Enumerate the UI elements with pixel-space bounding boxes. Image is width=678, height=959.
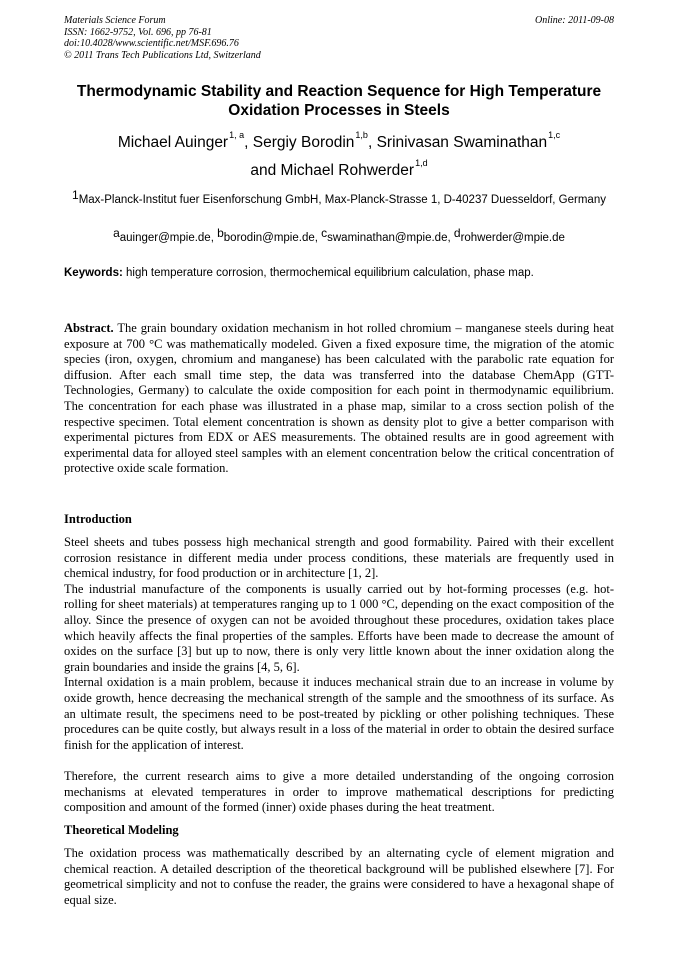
affiliation-text: Max-Planck-Institut fuer Eisenforschung GmbH, Max-Planck-Strasse 1, D-40237 Duesseldorf, Germany xyxy=(78,194,606,206)
abstract-label: Abstract. xyxy=(64,321,114,335)
online-date: Online: 2011-09-08 xyxy=(535,15,614,26)
email-sup: c xyxy=(321,226,328,240)
copyright-line: © 2011 Trans Tech Publications Ltd, Switzerland xyxy=(64,49,261,61)
email-link[interactable]: borodin@mpie.de xyxy=(223,232,315,244)
author-name: and Michael Rohwerder xyxy=(250,162,415,179)
paper-title: Thermodynamic Stability and Reaction Sequence for High Temperature Oxidation Processes in Steels xyxy=(76,83,602,119)
author-separator: , xyxy=(367,134,377,151)
keywords xyxy=(64,267,624,279)
author-line-2 xyxy=(40,158,638,180)
email-sup: b xyxy=(217,226,224,240)
journal-name: Materials Science Forum xyxy=(64,15,166,26)
email-sup: a xyxy=(113,226,120,240)
author-sup: 1,d xyxy=(415,158,428,168)
author-name: Sergiy Borodin xyxy=(252,134,355,151)
author-line-1 xyxy=(40,130,638,152)
author-name: Michael Auinger xyxy=(117,134,229,151)
keywords-text: high temperature corrosion, thermochemical equilibrium calculation, phase map. xyxy=(126,267,534,279)
author-sup: 1,b xyxy=(355,130,368,140)
author-name: Srinivasan Swaminathan xyxy=(376,134,548,151)
paragraph: Therefore, the current research aims to give a more detailed understanding of the ongoing corrosion mechanisms at elevated temperatures in order to improve mathematical descriptions for predicting composition and amount of the formed (inner) oxide phases during the heat treatment. xyxy=(64,769,614,815)
email-link[interactable]: auinger@mpie.de xyxy=(119,232,211,244)
email-list: $^a$auinger@mpie.de, $^b$borodin@mpie.de, $^c$swaminathan@mpie.de, $^d$rohwerder@mpie.de xyxy=(113,226,565,244)
theoretical-modeling-body xyxy=(64,846,614,908)
introduction-body xyxy=(64,535,614,753)
author-separator: , xyxy=(244,134,253,151)
introduction-body-continued xyxy=(64,769,614,816)
abstract-text: The grain boundary oxidation mechanism in hot rolled chromium – manganese steels during heat exposure at 700 °C was mathematically modeled. Given a fixed exposure time, the migration of the atomic species (iron, oxygen, chromium and manganese) has been calculated with the parabolic rate equation for diffusion. After each small time step, the data was transferred into the database ChemApp (GTT-Technologies, Germany) to calculate the oxide composition for each point in thermodynamic equilibrium. The concentration for each phase was illustrated in a phase map, similar to a cross section polish of the respective specimen. Total element concentration is shown as density plot to give a better comparison with experimental pictures from EDX or AES measurements. The obtained results are in good agreement with experimental data for alloyed steel samples with an element concentration below the critical concentration of protective oxide scale formation. xyxy=(64,321,614,476)
journal-metadata xyxy=(64,15,261,61)
paragraph: Internal oxidation is a main problem, because it induces mechanical strain due to an increase in volume by oxide growth, hence decreasing the mechanical strength of the sample and the smoothness of its surface. As an ultimate result, the specimens need to be post-treated by pickling or other polishing techniques. These procedures can be quite costly, but always result in a loss of the material in order to obtain the desired surface finish for the application of interest. xyxy=(64,675,614,752)
paragraph: The oxidation process was mathematically described by an alternating cycle of element migration and chemical reaction. A detailed description of the theoretical background will be published elsewhere [7]. For geometrical simplicity and not to confuse the reader, the grains were considered to have a hexagonal shape of equal size. xyxy=(64,846,614,907)
keywords-label: Keywords: xyxy=(64,267,123,279)
paragraph: The industrial manufacture of the components is usually carried out by hot-forming processes (e.g. hot-rolling for sheet materials) at temperatures ranging up to 1 000 °C, depending on the exact composition of the alloy. Since the presence of oxygen can not be avoided throughout these procedures, oxidation takes place which heavily affects the final properties of the samples. Efforts have been made to decrease the amount of oxides on the surface [3] but up to now, there is only very little known about the inner oxidation along the grain boundaries and inside the grains [4, 5, 6]. xyxy=(64,581,614,674)
paragraph: Steel sheets and tubes possess high mechanical strength and good formability. Paired with their excellent corrosion resistance in different media under process conditions, these materials are frequently used in chemical industry, for food production or in architecture [1, 2]. xyxy=(64,535,614,581)
email-link[interactable]: swaminathan@mpie.de xyxy=(327,232,448,244)
email-sup: d xyxy=(453,226,461,240)
author-sup: 1, a xyxy=(229,130,245,140)
section-heading-theoretical-modeling: Theoretical Modeling xyxy=(64,823,179,837)
affiliation-sup: 1 xyxy=(72,188,79,202)
email-link[interactable]: rohwerder@mpie.de xyxy=(460,232,565,244)
abstract xyxy=(64,321,614,477)
author-sup: 1,c xyxy=(548,130,561,140)
issn-line: ISSN: 1662-9752, Vol. 696, pp 76-81 xyxy=(64,26,212,38)
section-heading-introduction: Introduction xyxy=(64,512,132,526)
affiliation xyxy=(60,188,618,208)
doi-line: doi:10.4028/www.scientific.net/MSF.696.76 xyxy=(64,38,239,49)
